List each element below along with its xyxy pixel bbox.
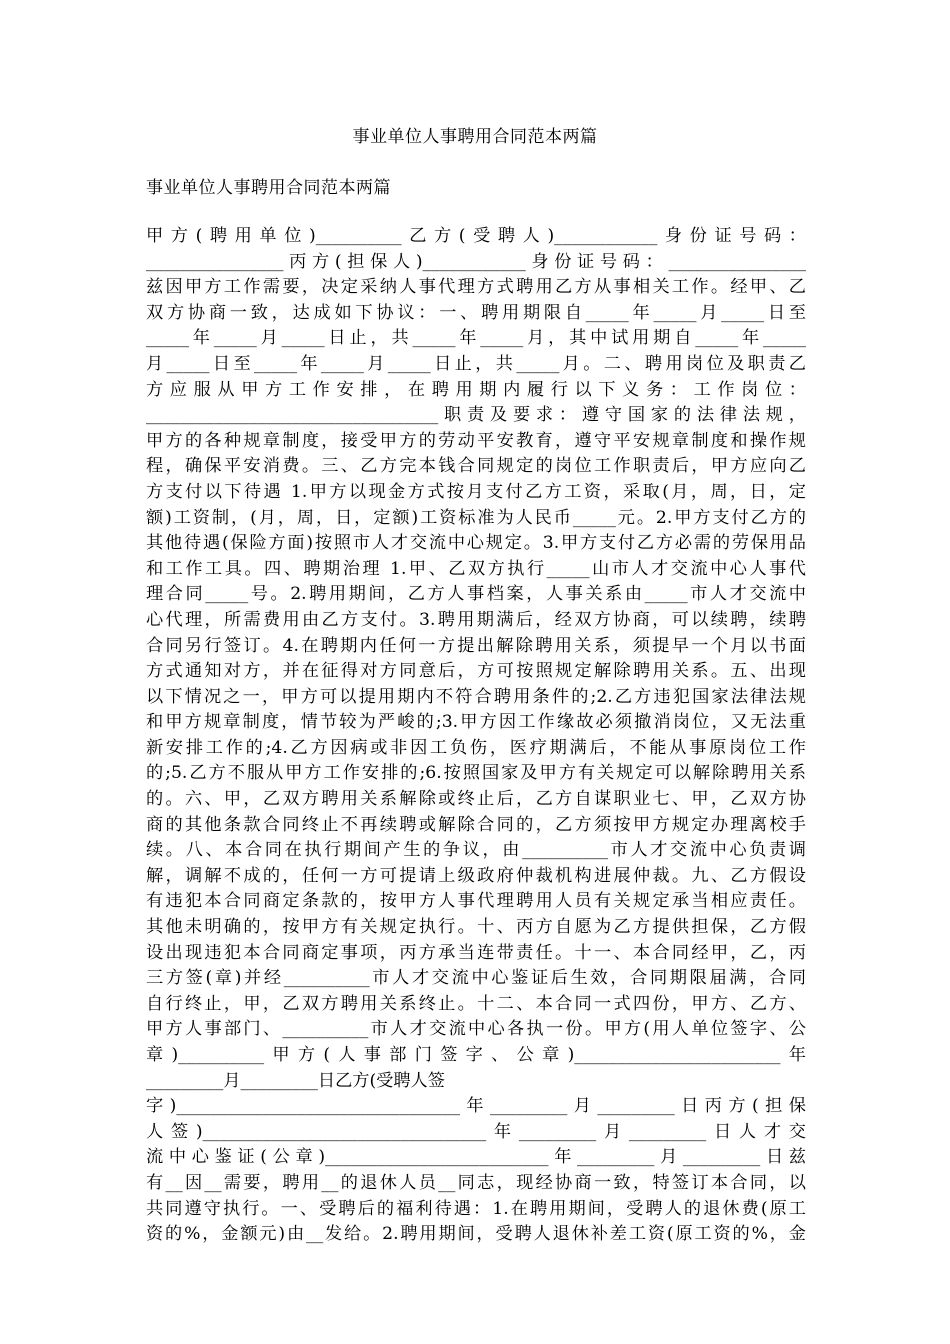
body-line: __________________________________职责及要求：遵守国家的法律法规，	[146, 405, 806, 426]
body-line: 商的其他条款合同终止不再续聘或解除合同的，乙方须按甲方规定办理离校手	[146, 814, 806, 835]
body-line: 三方签(章)并经__________市人才交流中心鉴证后生效，合同期限届满，合同	[146, 968, 806, 989]
body-line: 双方协商一致，达成如下协议：一、聘用期限自_____年_____月_____日至	[146, 302, 806, 323]
body-line: 方式通知对方，并在征得对方同意后，方可按照规定解除聘用关系。五、出现	[146, 661, 806, 682]
contract-body	[146, 224, 806, 1248]
body-line: 设出现违犯本合同商定事项，丙方承当连带责任。十一、本合同经甲，乙，丙	[146, 942, 806, 963]
body-line: 以下情况之一，甲方可以提用期内不符合聘用条件的;2.乙方违犯国家法律法规	[146, 686, 806, 707]
body-line: 甲方人事部门、__________市人才交流中心各执一份。甲方(用人单位签字、公	[146, 1019, 806, 1040]
body-line: 月_____日至_____年_____月_____日止，共_____月。二、聘用岗位及职责乙	[146, 353, 806, 374]
page-title: 事业单位人事聘用合同范本两篇	[352, 127, 598, 147]
body-line: _____年_____月_____日止，共_____年_____月，其中试用期自_____年_____	[146, 328, 806, 349]
body-line: _________月_________日乙方(受聘人签	[146, 1070, 445, 1091]
body-line: 心代理，所需费用由乙方支付。3.聘用期满后，经双方协商，可以续聘，续聘	[146, 609, 806, 630]
body-line: ________________丙方(担保人)____________身份证号码：________________	[146, 251, 806, 272]
body-line: 其他待遇(保险方面)按照市人才交流中心规定。3.甲方支付乙方必需的劳保用品	[146, 533, 806, 554]
document-subtitle: 事业单位人事聘用合同范本两篇	[146, 178, 391, 198]
body-line: 合同另行签订。4.在聘期内任何一方提出解除聘用关系，须提早一个月以书面	[146, 635, 806, 656]
body-line: 理合同_____号。2.聘用期间，乙方人事档案，人事关系由_____市人才交流中	[146, 584, 806, 605]
body-line: 新安排工作的;4.乙方因病或非因工负伤，医疗期满后，不能从事原岗位工作	[146, 737, 806, 758]
body-line: 流中心鉴证(公章)__________________________年_________月_________日兹	[146, 1147, 806, 1168]
body-line: 方应服从甲方工作安排，在聘用期内履行以下义务：工作岗位：	[146, 379, 806, 400]
body-line: 的;5.乙方不服从甲方工作安排的;6.按照国家及甲方有关规定可以解除聘用关系	[146, 763, 806, 784]
body-line: 的。六、甲，乙双方聘用关系解除或终止后，乙方自谋职业七、甲，乙双方协	[146, 789, 806, 810]
body-line: 人签)_________________________________年_________月_________日人才交	[146, 1121, 806, 1142]
body-line: 程，确保平安消费。三、乙方完本钱合同规定的岗位工作职责后，甲方应向乙	[146, 456, 806, 477]
body-line: 和甲方规章制度，情节较为严峻的;3.甲方因工作缘故必须撤消岗位，又无法重	[146, 712, 806, 733]
body-line: 有__因__需要，聘用__的退休人员__同志，现经协商一致，特签订本合同，以	[146, 1172, 806, 1193]
body-line: 兹因甲方工作需要，决定采纳人事代理方式聘用乙方从事相关工作。经甲、乙	[146, 277, 806, 298]
body-line: 方支付以下待遇 1.甲方以现金方式按月支付乙方工资，采取(月，周，日，定	[146, 481, 806, 502]
body-line: 共同遵守执行。一、受聘后的福利待遇：1.在聘用期间，受聘人的退休费(原工	[146, 1198, 806, 1219]
body-line: 额)工资制，(月，周，日，定额)工资标准为人民币_____元。2.甲方支付乙方的	[146, 507, 806, 528]
body-line: 有违犯本合同商定条款的，按甲方人事代理聘用人员有关规定承当相应责任。	[146, 891, 806, 912]
body-line: 甲方的各种规章制度，接受甲方的劳动平安教育，遵守平安规章制度和操作规	[146, 430, 806, 451]
body-line: 章)__________甲方(人事部门签字、公章)________________________年	[146, 1045, 806, 1065]
body-line: 和工作工具。四、聘期治理 1.甲、乙双方执行_____山市人才交流中心人事代	[146, 558, 806, 579]
body-line: 其他未明确的，按甲方有关规定执行。十、丙方自愿为乙方提供担保，乙方假	[146, 917, 806, 938]
body-line: 资的%，金额元)由__发给。2.聘用期间，受聘人退休补差工资(原工资的%，金	[146, 1224, 806, 1245]
body-line: 续。八、本合同在执行期间产生的争议，由__________市人才交流中心负责调	[146, 840, 806, 861]
body-line: 甲方(聘用单位)__________乙方(受聘人)____________身份证号码：	[146, 226, 806, 246]
body-line: 字)_________________________________年_________月_________日丙方(担保	[146, 1096, 806, 1117]
body-line: 自行终止，甲，乙双方聘用关系终止。十二、本合同一式四份，甲方、乙方、	[146, 993, 806, 1014]
body-line: 解，调解不成的，任何一方可提请上级政府仲裁机构进展仲裁。九、乙方假设	[146, 865, 806, 886]
